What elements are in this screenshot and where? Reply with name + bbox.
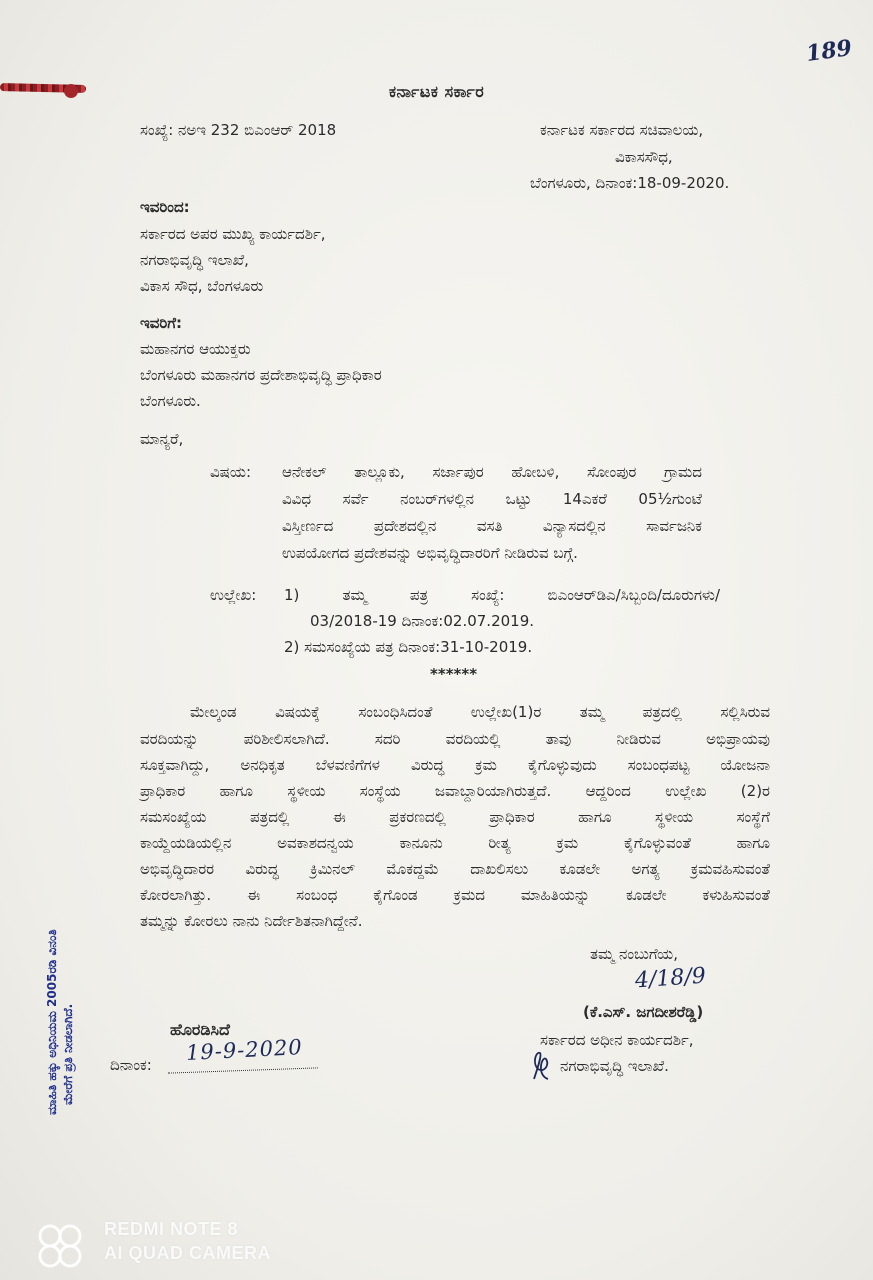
reference-number: ಸಂಖ್ಯೆ: ನಅಇ 232 ಬಿಎಂಆರ್ 2018 <box>140 121 337 139</box>
dispatch-date-label: ದಿನಾಂಕ: <box>110 1056 152 1074</box>
signatory-name: (ಕೆ.ಎಸ್. ಜಗದೀಶರೆಡ್ಡಿ) <box>583 1003 704 1021</box>
to-line-2: ಬೆಂಗಳೂರು ಮಹಾನಗರ ಪ್ರದೇಶಾಭಿವೃದ್ಧಿ ಪ್ರಾಧಿಕಾರ <box>140 366 382 384</box>
camera-watermark-icon <box>36 1222 84 1270</box>
from-line-1: ಸರ್ಕಾರದ ಅಪರ ಮುಖ್ಯ ಕಾರ್ಯದರ್ಶಿ, <box>140 225 326 243</box>
subject-line-2: ವಿವಿಧ ಸರ್ವೆ ನಂಬರ್‌ಗಳಲ್ಲಿನ ಒಟ್ಟು 14ಎಕರೆ 05½ಗುಂಟೆ <box>282 490 702 508</box>
body-line-3: ಸೂಕ್ತವಾಗಿದ್ದು, ಅನಧಿಕೃತ ಬೆಳವಣಿಗೆಗಳ ವಿರುದ್ಧ ಕ್ರಮ ಕೈಗೊಳ್ಳುವುದು ಸಂಬಂಧಪಟ್ಟ ಯೋಜನಾ <box>140 756 770 774</box>
office-line-1: ಕರ್ನಾಟಕ ಸರ್ಕಾರದ ಸಚಿವಾಲಯ, <box>540 121 704 139</box>
from-line-3: ವಿಕಾಸ ಸೌಧ, ಬೆಂಗಳೂರು <box>140 277 264 295</box>
to-label: ಇವರಿಗೆ: <box>140 314 183 332</box>
subject-line-3: ವಿಸ್ತೀರ್ಣದ ಪ್ರದೇಶದಲ್ಲಿನ ವಸತಿ ವಿನ್ಯಾಸದಲ್ಲಿನ ಸಾರ್ವಜನಿಕ <box>282 517 702 535</box>
body-line-9: ತಮ್ಮನ್ನು ಕೋರಲು ನಾನು ನಿರ್ದೇಶಿತನಾಗಿದ್ದೇನೆ. <box>140 912 363 930</box>
reference-item-1-line-1: 1) ತಮ್ಮ ಪತ್ರ ಸಂಖ್ಯೆ: ಬಿಎಂಆರ್‌ಡಿಎ/ಸಿಬ್ಬಂದಿ/ದೂರುಗಳು/ <box>284 586 720 604</box>
dispatch-label: ಹೊರಡಿಸಿದೆ <box>170 1020 230 1039</box>
signatory-designation: ಸರ್ಕಾರದ ಅಧೀನ ಕಾರ್ಯದರ್ಶಿ, <box>540 1031 694 1049</box>
rti-stamp-line-2: ಮೇರೆಗೆ ಪ್ರತಿ ನೀಡಲಾಗಿದೆ. <box>61 1003 75 1105</box>
reference-item-1-line-2: 03/2018-19 ದಿನಾಂಕ:02.07.2019. <box>310 612 535 630</box>
to-line-3: ಬೆಂಗಳೂರು. <box>140 392 201 410</box>
body-line-1: ಮೇಲ್ಕಂಡ ವಿಷಯಕ್ಕೆ ಸಂಬಂಧಿಸಿದಂತೆ ಉಲ್ಲೇಖ(1)ರ ತಮ್ಮ ಪತ್ರದಲ್ಲಿ ಸಲ್ಲಿಸಿರುವ <box>190 703 770 721</box>
document-heading: ಕರ್ನಾಟಕ ಸರ್ಕಾರ <box>388 82 485 101</box>
subject-label: ವಿಷಯ: <box>210 463 251 481</box>
body-line-2: ವರದಿಯನ್ನು ಪರಿಶೀಲಿಸಲಾಗಿದೆ. ಸದರಿ ವರದಿಯಲ್ಲಿ ತಾವು ನೀಡಿರುವ ಅಭಿಪ್ರಾಯವು <box>140 730 770 748</box>
rti-side-stamp <box>44 929 76 1115</box>
separator: ****** <box>430 665 478 683</box>
closing: ತಮ್ಮ ನಂಬುಗೆಯ, <box>590 945 679 963</box>
subject-line-4: ಉಪಯೋಗದ ಪ್ರದೇಶವನ್ನು ಅಭಿವೃದ್ಧಿದಾರರಿಗೆ ನೀಡಿರುವ ಬಗ್ಗೆ. <box>282 544 578 562</box>
page-number: 189 <box>804 34 854 68</box>
reference-label: ಉಲ್ಲೇಖ: <box>210 586 257 604</box>
to-line-1: ಮಹಾನಗರ ಆಯುಕ್ತರು <box>140 340 251 358</box>
dispatch-date-value: 19-9-2020 <box>185 1034 304 1066</box>
dispatch-date-underline <box>168 1067 318 1074</box>
rti-stamp-line-1: ಮಾಹಿತಿ ಹಕ್ಕು ಅಧಿನಿಯಮ 2005ರಡಿ ವಿನಂತಿ <box>45 929 59 1115</box>
body-line-6: ಕಾಯ್ದೆಯಡಿಯಲ್ಲಿನ ಅವಕಾಶದನ್ವಯ ಕಾನೂನು ರೀತ್ಯ ಕ್ರಮ ಕೈಗೊಳ್ಳುವಂತೆ ಹಾಗೂ <box>140 834 770 852</box>
salutation: ಮಾನ್ಯರೆ, <box>140 430 184 448</box>
body-line-7: ಅಭಿವೃದ್ಧಿದಾರರ ವಿರುದ್ಧ ಕ್ರಿಮಿನಲ್ ಮೊಕದ್ದಮೆ ದಾಖಲಿಸಲು ಕೂಡಲೇ ಅಗತ್ಯ ಕ್ರಮವಹಿಸುವಂತೆ <box>140 860 770 878</box>
signatory-department: ನಗರಾಭಿವೃದ್ಧಿ ಇಲಾಖೆ. <box>560 1057 669 1075</box>
office-line-2: ವಿಕಾಸಸೌಧ, <box>615 148 673 166</box>
subject-line-1: ಆನೇಕಲ್ ತಾಲ್ಲೂಕು, ಸರ್ಜಾಪುರ ಹೋಬಳಿ, ಸೋಂಪುರ ಗ್ರಾಮದ <box>282 463 702 481</box>
reference-item-2: 2) ಸಮಸಂಖ್ಯೆಯ ಪತ್ರ ದಿನಾಂಕ:31-10-2019. <box>284 638 533 656</box>
from-line-2: ನಗರಾಭಿವೃದ್ಧಿ ಇಲಾಖೆ, <box>140 251 249 269</box>
body-line-4: ಪ್ರಾಧಿಕಾರ ಹಾಗೂ ಸ್ಥಳೀಯ ಸಂಸ್ಥೆಯ ಜವಾಬ್ದಾರಿಯಾಗಿರುತ್ತದೆ. ಆದ್ದರಿಂದ ಉಲ್ಲೇಖ (2)ರ <box>140 782 770 800</box>
office-line-3: ಬೆಂಗಳೂರು, ದಿನಾಂಕ:18-09-2020. <box>530 174 730 192</box>
body-line-8: ಕೋರಲಾಗಿತ್ತು. ಈ ಸಂಬಂಧ ಕೈಗೊಂಡ ಕ್ರಮದ ಮಾಹಿತಿಯನ್ನು ಕೂಡಲೇ ಕಳುಹಿಸುವಂತೆ <box>140 886 770 904</box>
body-line-5: ಸಮಸಂಖ್ಯೆಯ ಪತ್ರದಲ್ಲಿ ಈ ಪ್ರಕರಣದಲ್ಲಿ ಪ್ರಾಧಿಕಾರ ಹಾಗೂ ಸ್ಥಳೀಯ ಸಂಸ್ಥೆಗೆ <box>140 808 770 826</box>
watermark-line-2: AI QUAD CAMERA <box>104 1243 271 1263</box>
watermark-line-1: REDMI NOTE 8 <box>104 1219 239 1239</box>
camera-watermark-text <box>104 1217 271 1265</box>
initial-mark-icon <box>528 1049 558 1085</box>
signature: 4/18/9 <box>634 963 707 994</box>
from-label: ಇವರಿಂದ: <box>140 198 190 216</box>
